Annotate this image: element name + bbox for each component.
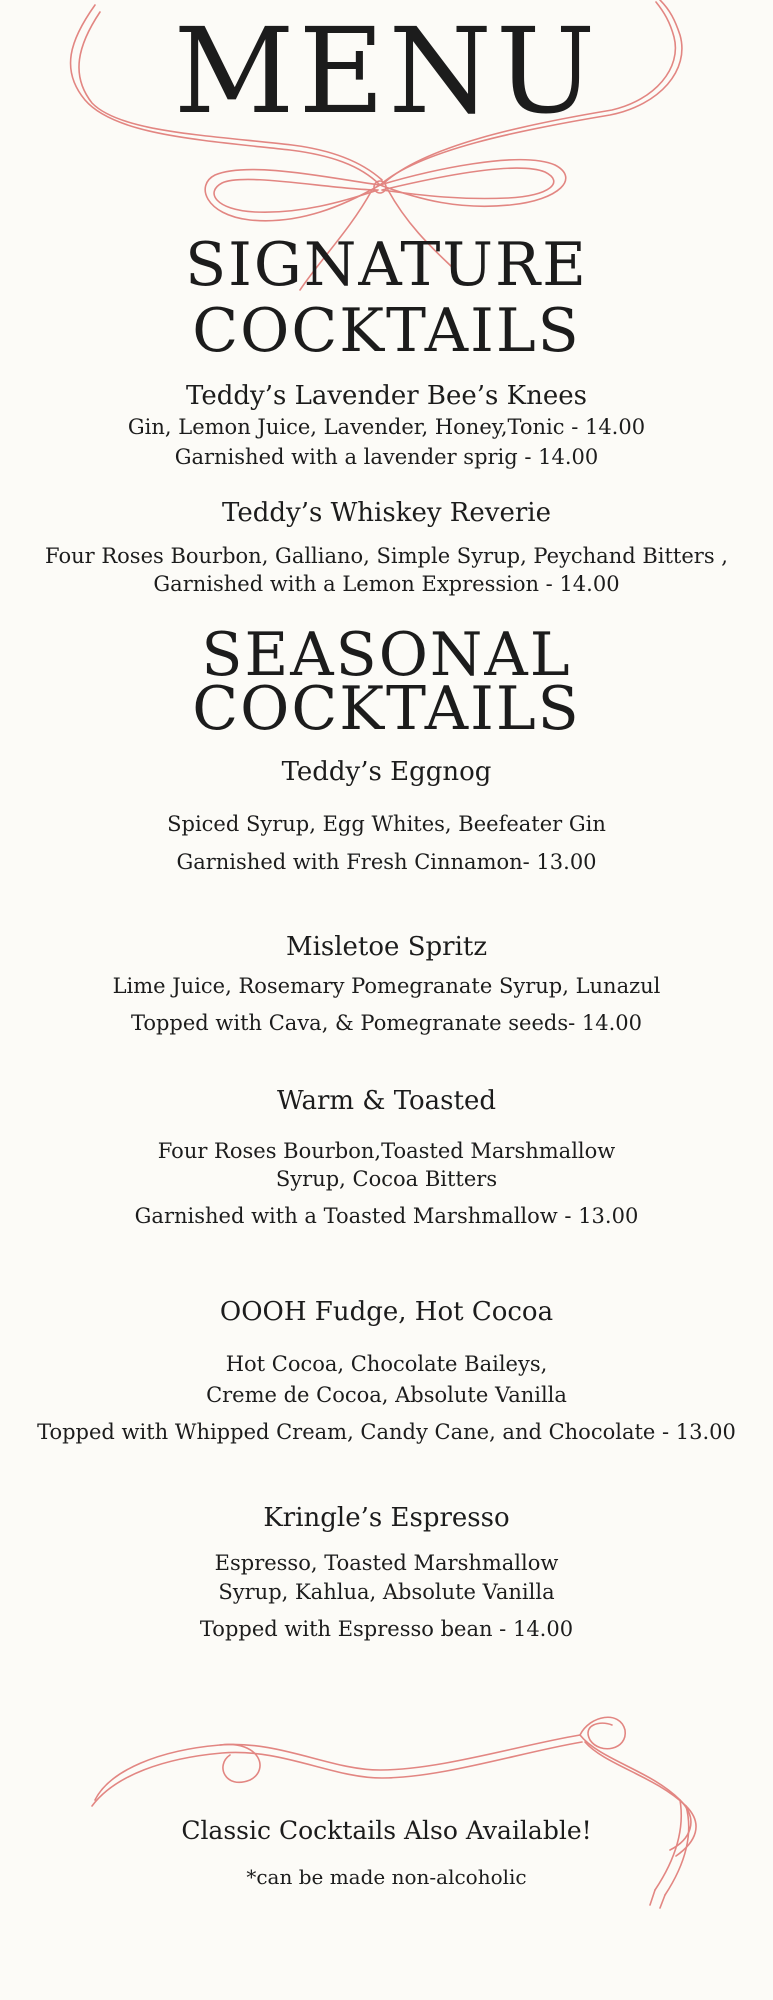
cocktail-garnish: Topped with Espresso bean - 14.00: [199, 1617, 574, 1641]
signature-cocktails-heading: SIGNATURE COCKTAILS: [185, 230, 588, 366]
cocktail-ingredients: Gin, Lemon Juice, Lavender, Honey,Tonic - 14.00: [127, 415, 646, 439]
cocktail-name: Teddy’s Whiskey Reverie: [222, 498, 551, 528]
cocktail-name: Misletoe Spritz: [285, 932, 488, 962]
cocktail-garnish: Garnished with a Toasted Marshmallow - 13.00: [134, 1204, 639, 1228]
cocktail-name: OOOH Fudge, Hot Cocoa: [219, 1297, 554, 1327]
cocktail-garnish: Topped with Whipped Cream, Candy Cane, and Chocolate - 13.00: [37, 1420, 736, 1444]
cocktail-garnish: Garnished with a lavender sprig - 14.00: [174, 445, 599, 469]
cocktail-name: Teddy’s Eggnog: [281, 757, 492, 787]
cocktail-garnish: Garnished with Fresh Cinnamon- 13.00: [176, 850, 597, 874]
cocktail-ingredients: Lime Juice, Rosemary Pomegranate Syrup, Lunazul: [112, 974, 661, 998]
cocktail-ingredients: Espresso, Toasted Marshmallow: [214, 1551, 559, 1575]
seasonal-cocktails-heading: SEASONAL COCKTAILS: [192, 620, 581, 744]
menu-title: MENU: [173, 2, 600, 140]
non-alcoholic-note: *can be made non-alcoholic: [246, 1865, 527, 1889]
cocktail-ingredients-cont: Syrup, Cocoa Bitters: [275, 1167, 498, 1191]
cocktail-ingredients: Spiced Syrup, Egg Whites, Beefeater Gin: [167, 812, 606, 836]
cocktail-name: Warm & Toasted: [276, 1086, 497, 1116]
classic-cocktails-note: Classic Cocktails Also Available!: [181, 1816, 592, 1845]
cocktail-name: Teddy’s Lavender Bee’s Knees: [186, 381, 587, 411]
cocktail-ingredients-cont: Creme de Cocoa, Absolute Vanilla: [206, 1383, 567, 1407]
cocktail-name: Kringle’s Espresso: [263, 1503, 510, 1533]
cocktail-garnish: Topped with Cava, & Pomegranate seeds- 14.00: [130, 1011, 643, 1035]
cocktail-ingredients: Hot Cocoa, Chocolate Baileys,: [225, 1352, 548, 1376]
cocktail-ingredients: Four Roses Bourbon, Galliano, Simple Syrup, Peychand Bitters ,: [45, 544, 728, 568]
cocktail-ingredients: Four Roses Bourbon,Toasted Marshmallow: [157, 1139, 616, 1163]
cocktail-garnish: Garnished with a Lemon Expression - 14.00: [153, 572, 620, 596]
cocktail-ingredients-cont: Syrup, Kahlua, Absolute Vanilla: [218, 1580, 555, 1604]
